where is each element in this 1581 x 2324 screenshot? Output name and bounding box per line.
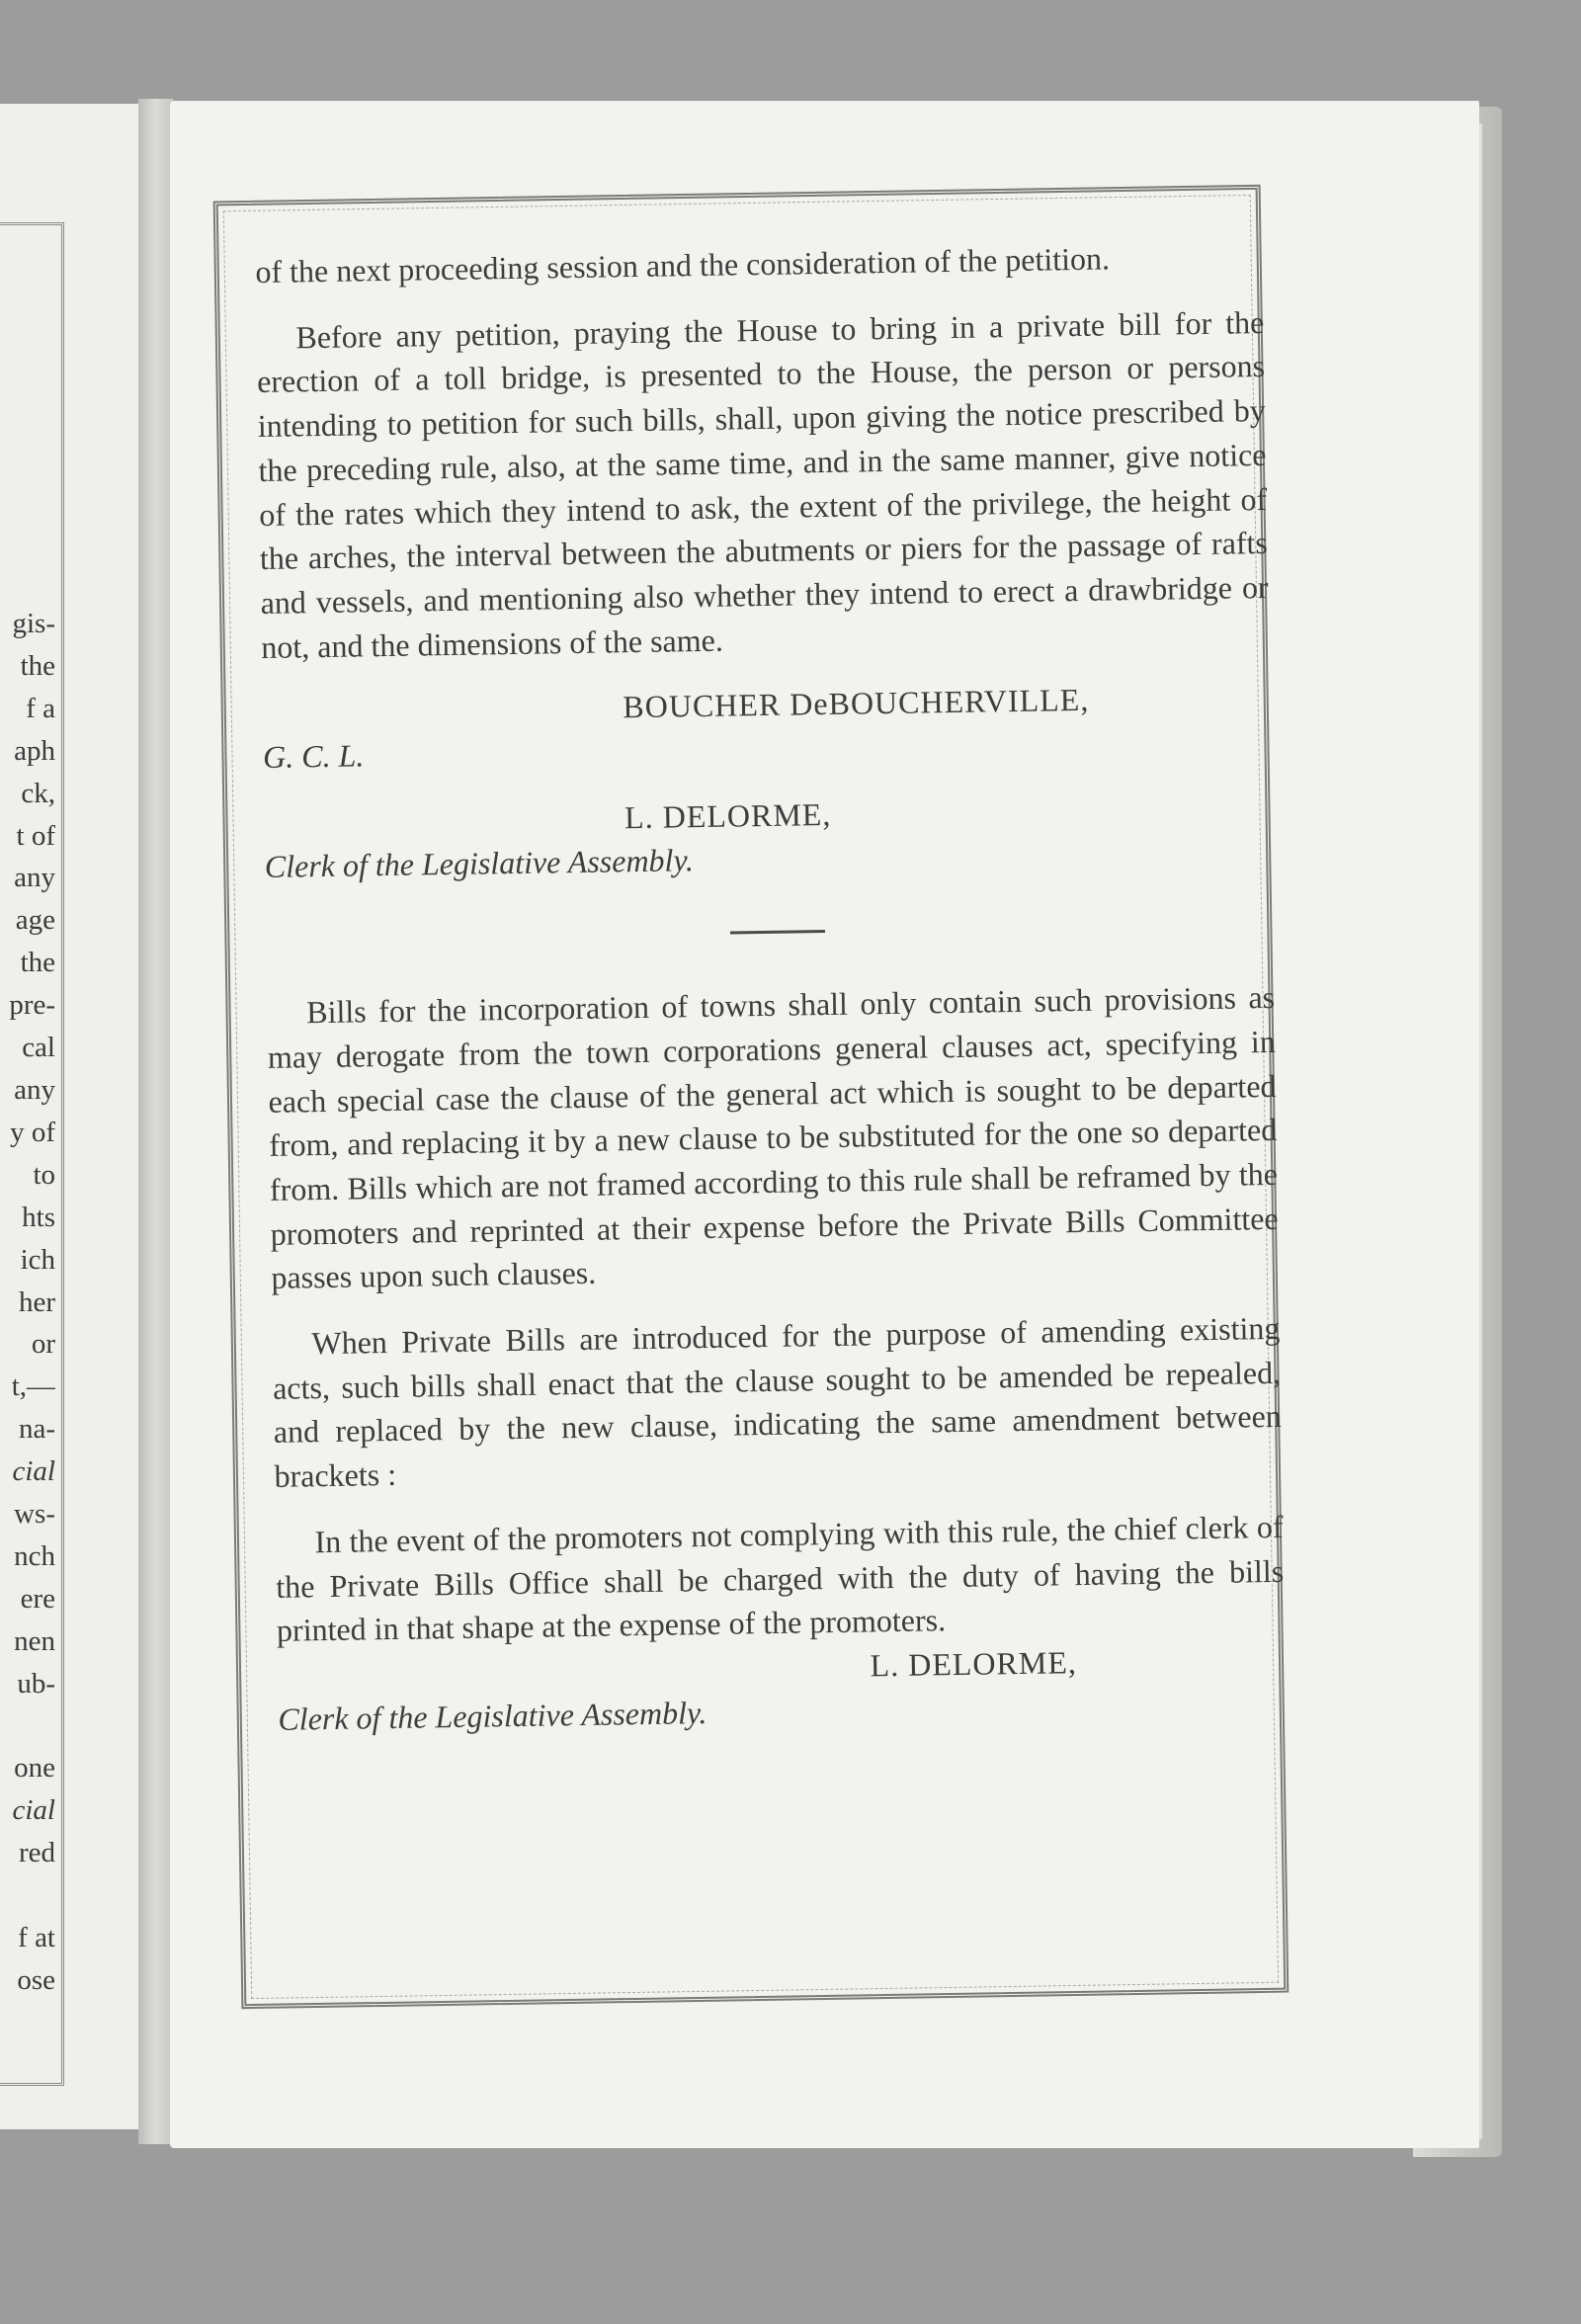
previous-page-fragment: na-	[18, 1413, 55, 1446]
previous-page-fragment	[0, 1874, 55, 1917]
previous-page-fragment	[0, 1705, 55, 1748]
signature-title-clerk: Clerk of the Legislative Assembly.	[264, 842, 695, 885]
previous-page-fragment: ose	[17, 1963, 55, 1996]
previous-page-fragment: f at	[18, 1922, 55, 1954]
signature-title-gcl: G. C. L.	[262, 737, 365, 775]
previous-page-fragment: aph	[14, 734, 55, 767]
previous-page-fragment: f a	[26, 692, 55, 724]
previous-page-fragment: or	[31, 1328, 55, 1361]
previous-page-fragment: the	[20, 947, 55, 979]
previous-page-fragment: to	[33, 1158, 55, 1191]
paragraph-toll-bridge: Before any petition, praying the House to bring in a private bill for the erection of a toll bridge, is presented to the House, the person or persons intending to petition for such bills, shall, upon giving the notice prescribed by the preceding rule, also, at the same time, and in the same manner, give notice of the rates which they intend to ask, the extent of the privilege, the height of the arches, the interval between the abutments or piers for the passage of rafts and vessels, and mentioning also whether they intend to erect a drawbridge or not, and the dimensions of the same.	[256, 303, 1269, 665]
previous-page-text-fragments	[0, 603, 55, 2002]
previous-page	[0, 104, 140, 2129]
previous-page-fragment: age	[15, 904, 55, 937]
signature-title-clerk-2: Clerk of the Legislative Assembly.	[278, 1694, 707, 1737]
previous-page-fragment: nch	[14, 1539, 55, 1572]
previous-page-fragment: ws-	[14, 1498, 55, 1531]
previous-page-fragment: t of	[16, 819, 55, 852]
previous-page-fragment: pre-	[9, 989, 55, 1022]
previous-page-fragment: gis-	[12, 608, 55, 639]
previous-page-fragment: the	[20, 649, 55, 682]
previous-page-fragment: cal	[22, 1032, 55, 1064]
book-gutter	[138, 99, 173, 2144]
previous-page-fragment: ere	[20, 1582, 55, 1615]
previous-page-fragment: ck,	[21, 777, 55, 809]
paragraph-session-petition: of the next proceeding session and the consideration of the petition.	[255, 240, 1111, 290]
paragraph-town-incorporation: Bills for the incorporation of towns shall only contain such provisions as may derogate from the town corporations general clauses act, specifying in each special case the clause of the general act which is sought to be departed from, and replacing it by a new clause to be substituted for the one so departed from. Bills which are not framed according to this rule shall be reframed by the promoters and reprinted at their expense before the Private Bills Committee passes upon such clauses.	[267, 979, 1279, 1296]
previous-page-fragment: y of	[10, 1116, 55, 1148]
signature-name-delorme: L. DELORME,	[624, 795, 832, 835]
page-content	[255, 234, 1287, 1741]
signature-name-delorme-2: L. DELORME,	[870, 1644, 1078, 1684]
paragraph-amending-acts: When Private Bills are introduced for the purpose of amending existing acts, such bills shall enact that the clause sought to be amended be repealed, and replaced by the new clause, indicating the same amendment between brackets :	[272, 1309, 1283, 1495]
previous-page-fragment: one	[14, 1752, 55, 1784]
previous-page-fragment: hts	[22, 1201, 55, 1233]
previous-page-fragment: nen	[14, 1624, 55, 1657]
previous-page-fragment: ub-	[17, 1667, 55, 1700]
previous-page-fragment: cial	[12, 1794, 55, 1827]
previous-page-fragment: any	[14, 1073, 55, 1106]
previous-page-fragment: ich	[20, 1243, 55, 1276]
previous-page-fragment: t,—	[11, 1370, 55, 1403]
previous-page-fragment: her	[18, 1286, 55, 1318]
previous-page-fragment: cial	[12, 1455, 55, 1488]
paragraph-promoters-compliance: In the event of the promoters not complying with this rule, the chief clerk of the Private Bills Office shall be charged with the duty of having the bills printed in that shape at the expense of the promoters.	[276, 1508, 1285, 1649]
section-divider	[730, 930, 825, 935]
previous-page-fragment: any	[14, 862, 55, 894]
previous-page-fragment: red	[18, 1837, 55, 1869]
signature-name-boucher: BOUCHER DeBOUCHERVILLE,	[623, 682, 1090, 725]
